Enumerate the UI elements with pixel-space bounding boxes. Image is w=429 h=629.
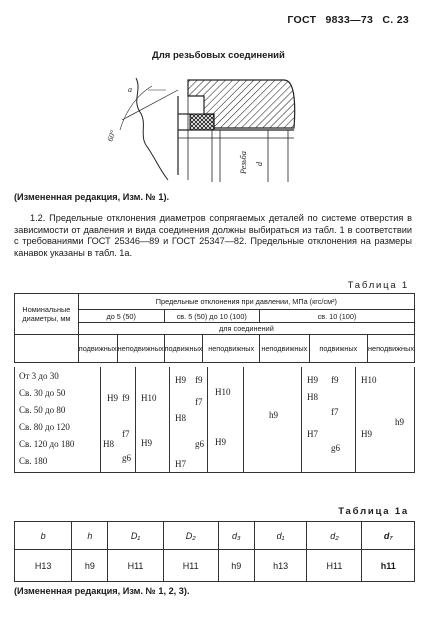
conn-type: неподвижных bbox=[259, 335, 309, 363]
value-h9: H9 bbox=[361, 429, 372, 439]
value-cell: H11 bbox=[307, 550, 362, 582]
diameter-row: Св. 80 до 120 bbox=[19, 422, 70, 432]
value-cell: h9 bbox=[218, 550, 254, 582]
value-h10: H10 bbox=[215, 387, 231, 397]
page-number: С. 23 bbox=[382, 14, 409, 26]
value-cell: H11 bbox=[163, 550, 218, 582]
value-cell: h11 bbox=[362, 550, 415, 582]
figure-title: Для резьбовых соединений bbox=[152, 50, 285, 61]
conn-type: неподвижных bbox=[203, 335, 259, 363]
value-g6: g6 bbox=[331, 443, 340, 453]
angle-label: 60° bbox=[105, 129, 118, 143]
header-cell: h bbox=[72, 522, 108, 550]
value-cell: H13 bbox=[15, 550, 72, 582]
edit-note-2: (Измененная редакция, Изм. № 1, 2, 3). bbox=[14, 586, 190, 596]
table-row bbox=[15, 550, 415, 582]
diameter-row: Св. 120 до 180 bbox=[19, 439, 75, 449]
label-a: a bbox=[128, 85, 132, 94]
gost-label: ГОСТ bbox=[287, 14, 317, 26]
value-h7: H7 bbox=[307, 429, 318, 439]
edit-note-1: (Измененная редакция, Изм. № 1). bbox=[14, 192, 170, 202]
header-cell: d₇ bbox=[362, 522, 415, 550]
value-h9: H9 bbox=[141, 438, 152, 448]
label-d: d bbox=[255, 162, 264, 166]
pressure-header: Предельные отклонения при давлении, МПа (кгс/см²) bbox=[78, 294, 414, 310]
table1-caption: Таблица 1 bbox=[347, 280, 409, 291]
header-cell: d₃ bbox=[218, 522, 254, 550]
table1-body bbox=[14, 367, 415, 473]
conn-type: неподвижных bbox=[117, 335, 164, 363]
diameter-row: Св. 50 до 80 bbox=[19, 405, 66, 415]
header-cell: D₂ bbox=[163, 522, 218, 550]
paragraph-1-2: 1.2. Предельные отклонения диаметров сопрягаемых деталей по системе отверстия в зависимости от давления и вида соединения должны выбираться из табл. 1 в соответствии с требованиями ГОСТ 25346—89 и ГОСТ 25347—82. Предельные отклонения на размеры канавок указаны в табл. 1а. bbox=[14, 213, 412, 258]
value-f7: f7 bbox=[195, 397, 203, 407]
value-h10: H10 bbox=[361, 375, 377, 385]
value-h9: H9 bbox=[215, 437, 226, 447]
value-f9: f9 bbox=[331, 375, 339, 385]
table-row bbox=[15, 522, 415, 550]
value-h9: h9 bbox=[395, 417, 404, 427]
value-f9: f9 bbox=[195, 375, 203, 385]
gost-number: 9833—73 bbox=[325, 14, 374, 26]
value-h7: H7 bbox=[175, 459, 186, 469]
header-cell: d₂ bbox=[307, 522, 362, 550]
thread-label: Резьба bbox=[239, 151, 248, 174]
range-header: св. 10 (100) bbox=[259, 310, 414, 323]
value-f7: f7 bbox=[122, 429, 130, 439]
conn-type: неподвижных bbox=[368, 335, 415, 363]
value-h8: H8 bbox=[175, 413, 186, 423]
diameter-row: От 3 до 30 bbox=[19, 371, 59, 381]
range-header: св. 5 (50) до 10 (100) bbox=[164, 310, 259, 323]
range-header: до 5 (50) bbox=[78, 310, 164, 323]
value-cell: H11 bbox=[108, 550, 163, 582]
value-h9: H9 bbox=[307, 375, 318, 385]
value-h10: H10 bbox=[141, 393, 157, 403]
value-h8: H8 bbox=[307, 392, 318, 402]
row-header-spacer bbox=[15, 335, 79, 363]
thread-seal-drawing bbox=[105, 70, 318, 185]
table1 bbox=[14, 293, 415, 363]
value-f9: f9 bbox=[122, 393, 130, 403]
conn-header: для соединений bbox=[78, 323, 414, 335]
table1a-caption: Таблица 1а bbox=[338, 506, 409, 517]
header-cell: d₁ bbox=[254, 522, 307, 550]
table1a bbox=[14, 521, 415, 582]
conn-type: подвижных bbox=[164, 335, 203, 363]
conn-type: подвижных bbox=[309, 335, 367, 363]
value-cell: h9 bbox=[72, 550, 108, 582]
value-h9: h9 bbox=[269, 410, 278, 420]
conn-type: подвижных bbox=[78, 335, 117, 363]
header-cell: D₁ bbox=[108, 522, 163, 550]
row-header: Номинальные диаметры, мм bbox=[15, 294, 79, 335]
page-header bbox=[281, 14, 409, 26]
diameter-row: Св. 180 bbox=[19, 456, 48, 466]
value-cell: h13 bbox=[254, 550, 307, 582]
value-g6: g6 bbox=[195, 439, 204, 449]
value-h8: H8 bbox=[103, 439, 114, 449]
value-g6: g6 bbox=[122, 453, 131, 463]
value-f7: f7 bbox=[331, 407, 339, 417]
diameter-row: Св. 30 до 50 bbox=[19, 388, 66, 398]
value-h9: H9 bbox=[175, 375, 186, 385]
header-cell: b bbox=[15, 522, 72, 550]
value-h9: H9 bbox=[107, 393, 118, 403]
